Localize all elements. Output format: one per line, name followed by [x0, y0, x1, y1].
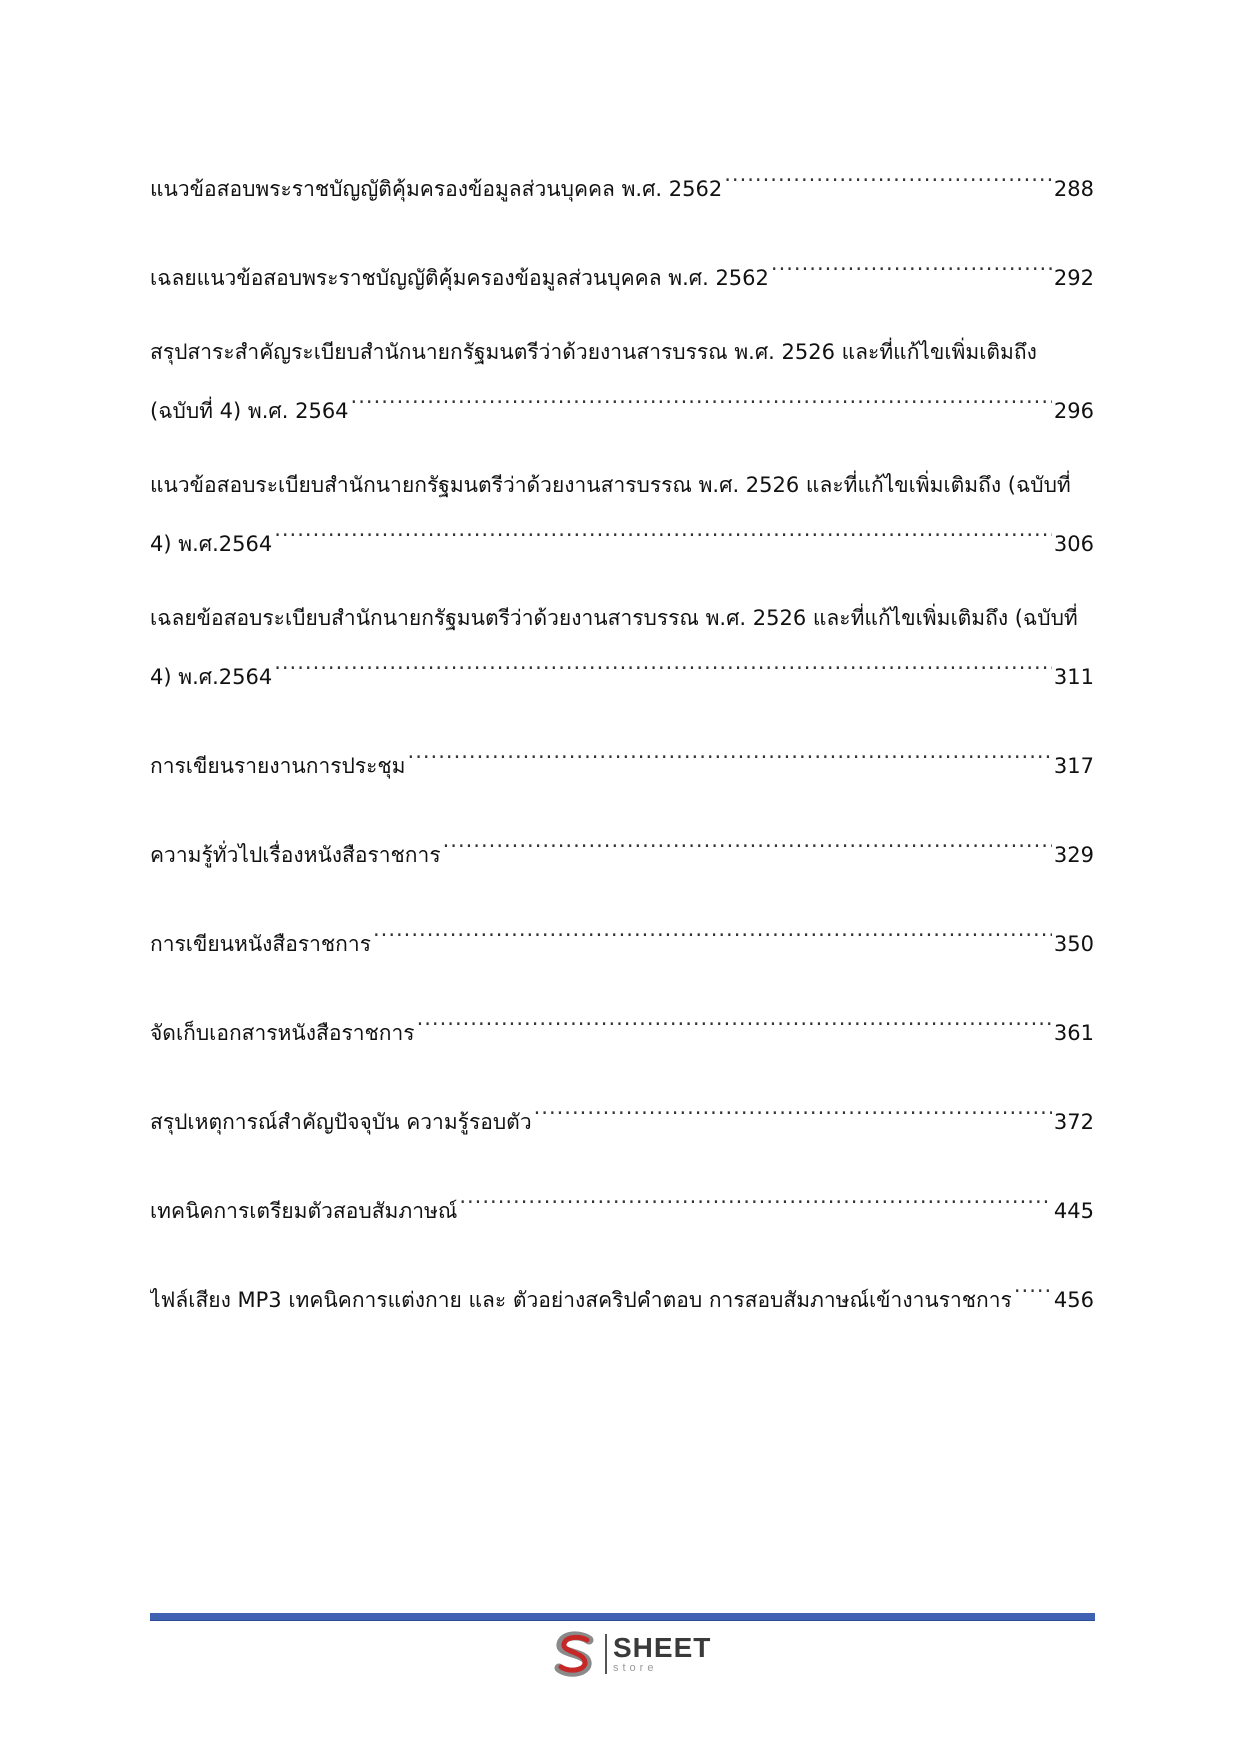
- dot-leader: [724, 152, 1052, 196]
- toc-line: [150, 1263, 1094, 1322]
- toc-page-number: 350: [1053, 932, 1094, 956]
- toc-page-number: 361: [1053, 1021, 1094, 1045]
- toc-line: [150, 1174, 1094, 1233]
- toc-entry[interactable]: [150, 152, 1094, 211]
- dot-leader: [274, 507, 1052, 551]
- toc-page-number: 311: [1053, 665, 1094, 689]
- toc-entry[interactable]: [150, 463, 1094, 566]
- toc-title: ไฟล์เสียง MP3 เทคนิคการแต่งกาย และ ตัวอย่างสคริปคำตอบ การสอบสัมภาษณ์เข้างานราชการ: [150, 1288, 1012, 1312]
- toc-line: [150, 996, 1094, 1055]
- toc-page-number: 317: [1053, 754, 1094, 778]
- dot-leader: [771, 241, 1052, 285]
- toc-entry[interactable]: [150, 729, 1094, 788]
- dot-leader: [459, 1174, 1052, 1218]
- toc-line: [150, 640, 1094, 699]
- dot-leader: [534, 1085, 1052, 1129]
- logo-word: SHEET: [613, 1632, 712, 1663]
- toc-line: [150, 152, 1094, 211]
- toc-title: เฉลยแนวข้อสอบพระราชบัญญัติคุ้มครองข้อมูลส่วนบุคคล พ.ศ. 2562: [150, 266, 769, 290]
- toc-page-number: 456: [1053, 1288, 1094, 1312]
- toc-page-number: 329: [1053, 843, 1094, 867]
- toc-entry[interactable]: [150, 818, 1094, 877]
- toc-page-number: 445: [1053, 1199, 1094, 1223]
- logo-subword: store: [613, 1662, 658, 1674]
- toc-entry[interactable]: [150, 1085, 1094, 1144]
- logo-separator: [605, 1634, 607, 1674]
- toc-entry[interactable]: [150, 1263, 1094, 1322]
- dot-leader: [408, 729, 1052, 773]
- toc-line: [150, 818, 1094, 877]
- toc-line: [150, 729, 1094, 788]
- dot-leader: [417, 996, 1052, 1040]
- toc-line: [150, 907, 1094, 966]
- toc-page-number: 296: [1053, 399, 1094, 423]
- toc-title: ความรู้ทั่วไปเรื่องหนังสือราชการ: [150, 843, 441, 867]
- dot-leader: [443, 818, 1052, 862]
- footer-divider: [150, 1613, 1095, 1621]
- dot-leader: [373, 907, 1052, 951]
- toc-page-number: 288: [1053, 177, 1094, 201]
- toc-page-number: 306: [1053, 532, 1094, 556]
- toc-title: 4) พ.ศ.2564: [150, 532, 273, 556]
- toc-title: แนวข้อสอบพระราชบัญญัติคุ้มครองข้อมูลส่วนบุคคล พ.ศ. 2562: [150, 177, 723, 201]
- toc-title: จัดเก็บเอกสารหนังสือราชการ: [150, 1021, 415, 1045]
- dot-leader: [274, 640, 1052, 684]
- toc-entry[interactable]: [150, 996, 1094, 1055]
- toc-entry[interactable]: [150, 330, 1094, 433]
- table-of-contents: [150, 152, 1094, 1352]
- toc-line: [150, 374, 1094, 433]
- toc-line: [150, 1085, 1094, 1144]
- toc-entry[interactable]: [150, 1174, 1094, 1233]
- logo-wordmark: [613, 1634, 711, 1674]
- dot-leader: [351, 374, 1052, 418]
- sheet-store-logo: [551, 1628, 711, 1680]
- toc-page-number: 372: [1053, 1110, 1094, 1134]
- toc-line: [150, 241, 1094, 300]
- sheet-store-s-logo-icon: [551, 1630, 599, 1678]
- toc-entry[interactable]: [150, 907, 1094, 966]
- dot-leader: [1014, 1263, 1052, 1307]
- toc-title: การเขียนหนังสือราชการ: [150, 932, 371, 956]
- toc-title: เทคนิคการเตรียมตัวสอบสัมภาษณ์: [150, 1199, 458, 1223]
- toc-title-first-line: แนวข้อสอบระเบียบสำนักนายกรัฐมนตรีว่าด้วยงานสารบรรณ พ.ศ. 2526 และที่แก้ไขเพิ่มเติมถึง (ฉบับที่: [150, 473, 1071, 497]
- toc-line: [150, 507, 1094, 566]
- toc-title-first-line: เฉลยข้อสอบระเบียบสำนักนายกรัฐมนตรีว่าด้วยงานสารบรรณ พ.ศ. 2526 และที่แก้ไขเพิ่มเติมถึง (ฉบับที่: [150, 606, 1078, 630]
- toc-title: การเขียนรายงานการประชุม: [150, 754, 406, 778]
- toc-title: สรุปเหตุการณ์สำคัญปัจจุบัน ความรู้รอบตัว: [150, 1110, 532, 1134]
- toc-title: 4) พ.ศ.2564: [150, 665, 273, 689]
- toc-title-first-line: สรุปสาระสำคัญระเบียบสำนักนายกรัฐมนตรีว่าด้วยงานสารบรรณ พ.ศ. 2526 และที่แก้ไขเพิ่มเติมถึง: [150, 340, 1037, 364]
- toc-entry[interactable]: [150, 596, 1094, 699]
- toc-page-number: 292: [1053, 266, 1094, 290]
- toc-title: (ฉบับที่ 4) พ.ศ. 2564: [150, 399, 349, 423]
- toc-entry[interactable]: [150, 241, 1094, 300]
